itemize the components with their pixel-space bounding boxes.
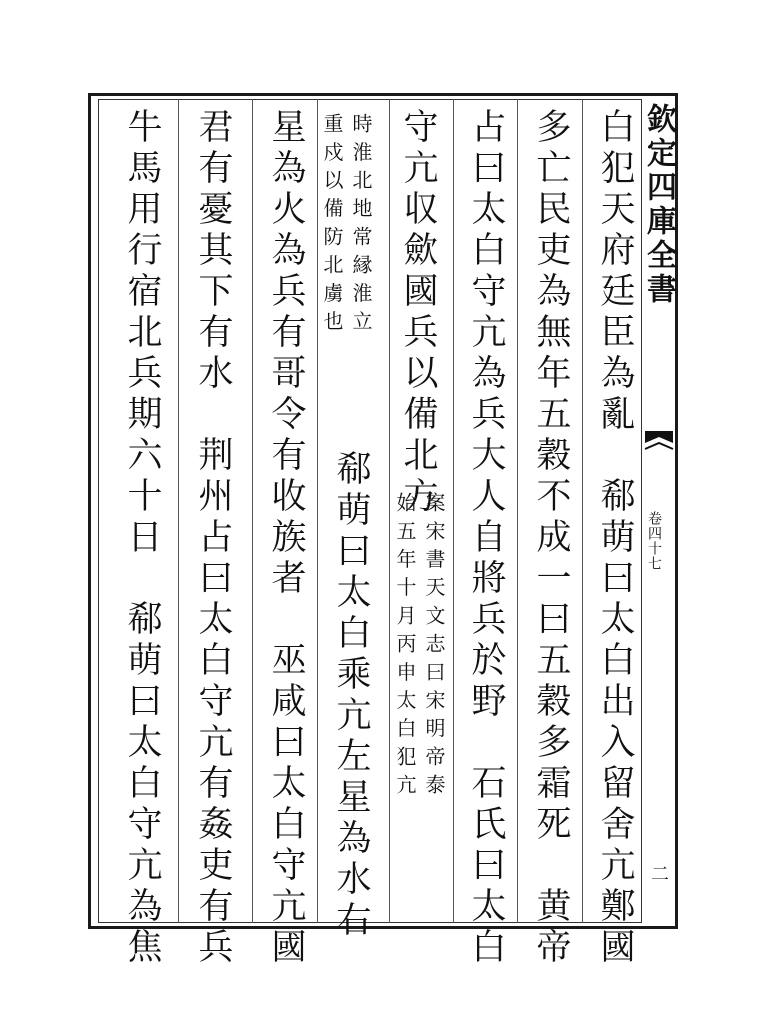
column-rule: [317, 99, 318, 923]
annotation-column-right: 時淮北地常縁淮立: [349, 113, 373, 339]
text-column-4: 守亢収歛國兵以備北方: [398, 108, 438, 518]
column-rule: [453, 99, 454, 923]
text-column-5: 郗萌曰太白乘亢左星為水右: [331, 450, 371, 942]
column-rule: [582, 99, 583, 923]
annotation-column-left: 重戍以備防北虜也: [320, 113, 344, 339]
annotation-column-right: 案宋書天文志曰宋明帝泰: [422, 492, 446, 803]
page-number: 二: [648, 864, 669, 882]
book-title: 欽定四庫全書: [641, 103, 676, 307]
column-rule: [517, 99, 518, 923]
column-rule: [252, 99, 253, 923]
page-banner: [641, 99, 677, 923]
column-rule: [389, 99, 390, 923]
text-column-3: 占曰太白守亢為兵大人自將兵於野 石氏曰太白: [466, 108, 506, 969]
text-column-2: 多亡民吏為無年五穀不成一曰五穀多霜死 黄帝: [531, 108, 571, 969]
column-rule: [178, 99, 179, 923]
fish-tail-mark-icon: [643, 429, 675, 463]
annotation-column-left: 始五年十月丙申太白犯亢: [393, 492, 417, 803]
text-column-6: 星為火為兵有哥令有收族者 巫咸曰太白守亢國: [266, 108, 306, 969]
volume-label: 卷四十七: [646, 511, 662, 571]
text-column-1: 白犯天府廷臣為亂 郗萌曰太白出入留舍亢鄭國: [595, 108, 635, 969]
text-column-7: 君有憂其下有水 荆州占曰太白守亢有姦吏有兵: [193, 108, 233, 969]
text-column-8: 牛馬用行宿北兵期六十日 郗萌曰太白守亢為焦: [122, 108, 162, 969]
